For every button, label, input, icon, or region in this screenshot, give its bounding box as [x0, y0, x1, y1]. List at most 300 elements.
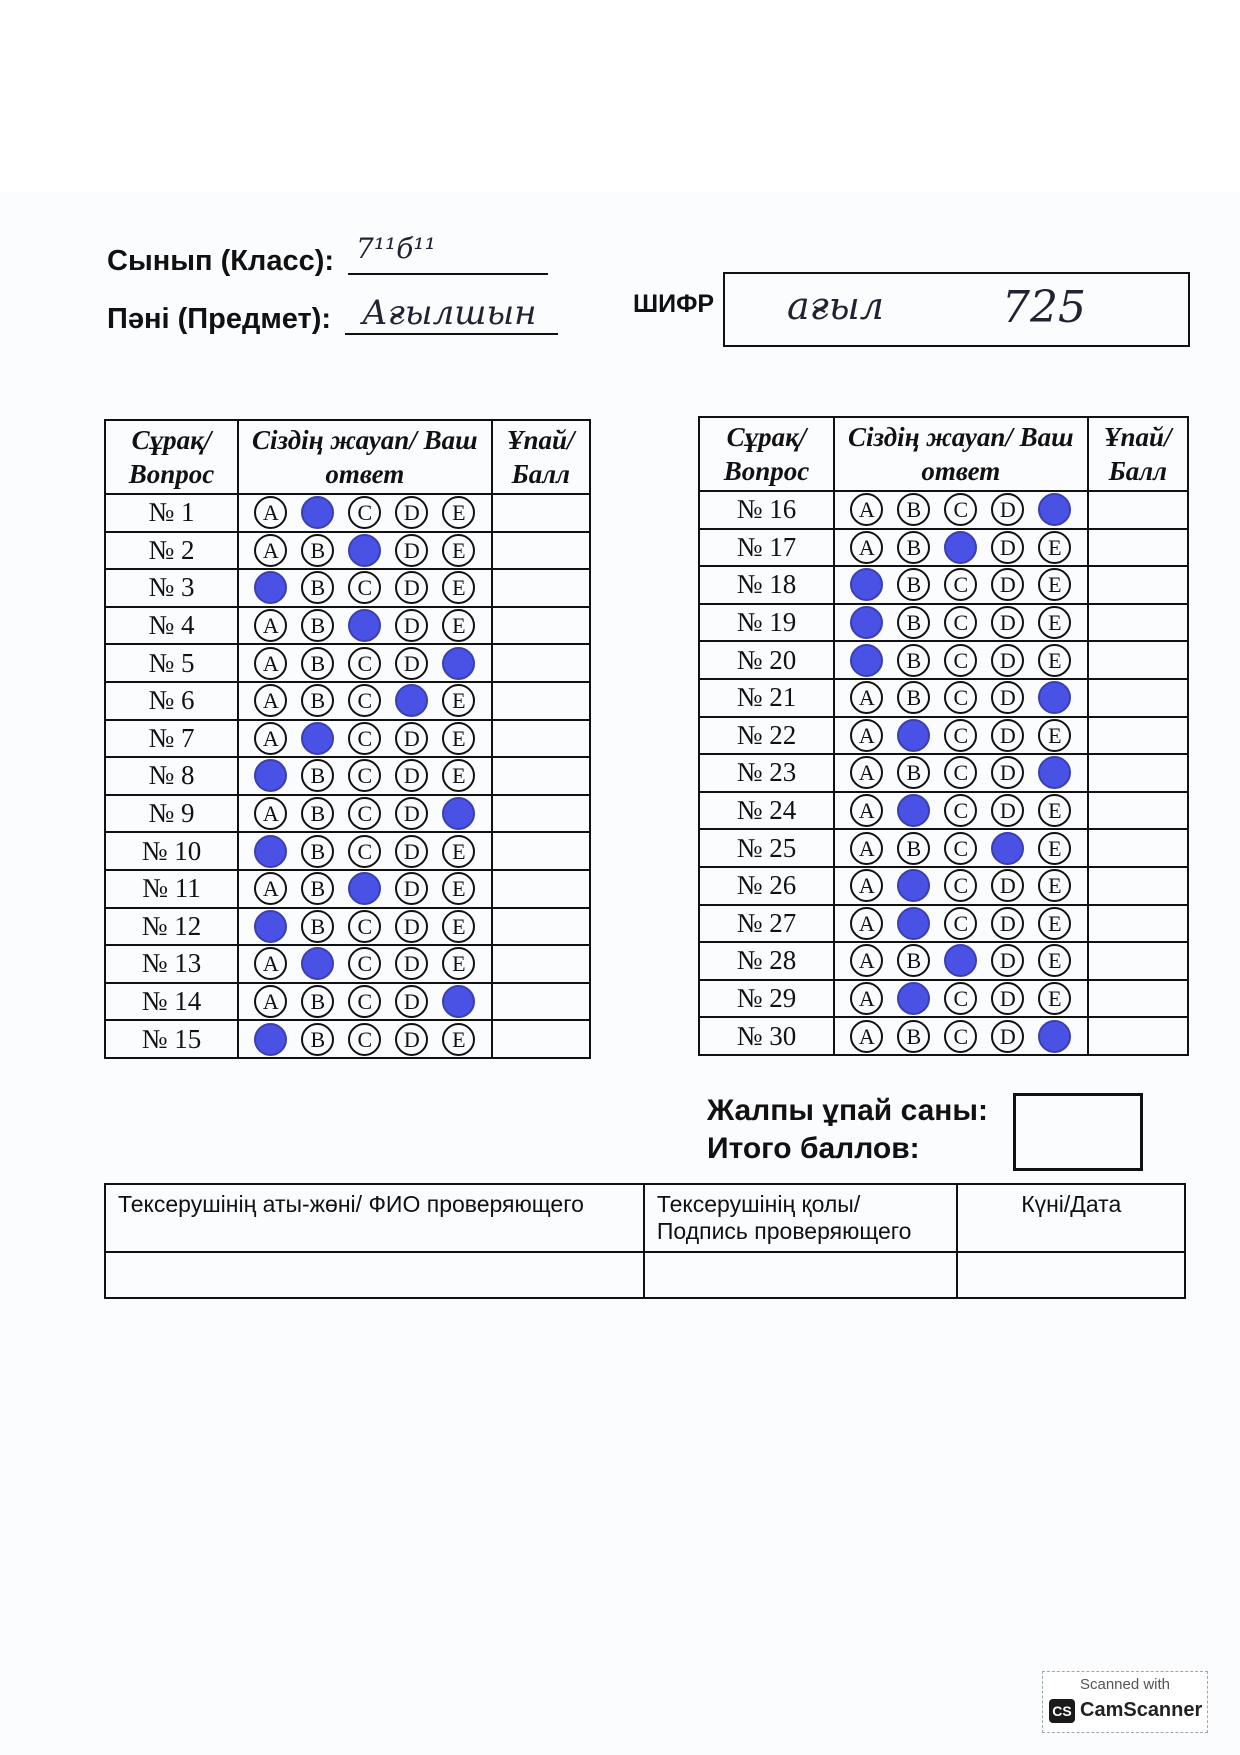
answer-row [105, 532, 590, 570]
question-number: № 5 [105, 644, 238, 682]
answer-row [699, 1017, 1188, 1055]
option-b-bubble[interactable]: B [301, 647, 334, 680]
answer-row [105, 644, 590, 682]
answer-options [238, 607, 492, 645]
score-cell[interactable] [1088, 942, 1188, 980]
option-a-bubble[interactable]: A [254, 496, 287, 529]
question-number: № 28 [699, 942, 834, 980]
score-cell[interactable] [1088, 529, 1188, 567]
score-cell[interactable] [1088, 867, 1188, 905]
option-b-bubble[interactable]: B [301, 985, 334, 1018]
option-a-bubble[interactable]: A [254, 797, 287, 830]
option-e-bubble[interactable]: E [442, 1023, 475, 1056]
answer-row [699, 679, 1188, 717]
score-cell[interactable] [1088, 829, 1188, 867]
option-c-bubble[interactable] [944, 531, 977, 564]
answer-options [238, 757, 492, 795]
option-e-bubble[interactable]: E [1038, 719, 1071, 752]
question-number: № 9 [105, 795, 238, 833]
question-number: № 26 [699, 867, 834, 905]
question-number: № 6 [105, 682, 238, 720]
option-c-bubble[interactable]: C [348, 647, 381, 680]
answer-row [699, 717, 1188, 755]
option-d-bubble[interactable]: D [395, 947, 428, 980]
option-e-bubble[interactable] [1038, 681, 1071, 714]
option-a-bubble[interactable] [850, 606, 883, 639]
col-question-header: Сұрақ/ Вопрос [699, 417, 834, 491]
option-c-bubble[interactable] [348, 534, 381, 567]
answer-options [834, 679, 1088, 717]
option-c-bubble[interactable]: C [944, 982, 977, 1015]
score-cell[interactable] [1088, 754, 1188, 792]
score-cell[interactable] [492, 945, 590, 983]
answer-options [238, 1020, 492, 1058]
checker-signature-cell[interactable] [644, 1252, 958, 1298]
score-cell[interactable] [492, 832, 590, 870]
option-b-bubble[interactable]: B [301, 835, 334, 868]
option-c-bubble[interactable]: C [348, 1023, 381, 1056]
option-c-bubble[interactable]: C [944, 1020, 977, 1053]
question-number: № 3 [105, 569, 238, 607]
option-c-bubble[interactable]: C [348, 571, 381, 604]
option-e-bubble[interactable]: E [442, 496, 475, 529]
score-cell[interactable] [492, 908, 590, 946]
option-e-bubble[interactable]: E [1038, 568, 1071, 601]
answer-row [105, 908, 590, 946]
score-cell[interactable] [492, 757, 590, 795]
question-number: № 7 [105, 720, 238, 758]
shifr-code: 725 [1002, 282, 1086, 333]
option-b-bubble[interactable] [301, 722, 334, 755]
option-e-bubble[interactable]: E [442, 571, 475, 604]
answer-options [834, 1017, 1088, 1055]
option-c-bubble[interactable]: C [348, 985, 381, 1018]
option-a-bubble[interactable]: A [850, 1020, 883, 1053]
option-a-bubble[interactable]: A [254, 947, 287, 980]
option-a-bubble[interactable]: A [254, 647, 287, 680]
answer-options [238, 870, 492, 908]
option-a-bubble[interactable]: A [850, 982, 883, 1015]
option-e-bubble[interactable]: E [442, 759, 475, 792]
class-label: Сынып (Класс): [107, 245, 335, 277]
answer-row [105, 1020, 590, 1058]
option-b-bubble[interactable] [897, 907, 930, 940]
option-a-bubble[interactable]: A [850, 832, 883, 865]
option-a-bubble[interactable]: A [850, 869, 883, 902]
option-c-bubble[interactable]: C [944, 644, 977, 677]
score-cell[interactable] [492, 644, 590, 682]
col-score-header: Ұпай/ Балл [492, 420, 590, 494]
score-cell[interactable] [492, 569, 590, 607]
answer-options [238, 569, 492, 607]
option-d-bubble[interactable]: D [991, 756, 1024, 789]
option-b-bubble[interactable] [897, 719, 930, 752]
option-b-bubble[interactable] [897, 794, 930, 827]
score-cell[interactable] [1088, 905, 1188, 943]
answer-row [105, 945, 590, 983]
score-cell[interactable] [1088, 1017, 1188, 1055]
answer-options [238, 945, 492, 983]
option-c-bubble[interactable]: C [348, 910, 381, 943]
score-cell[interactable] [1088, 491, 1188, 529]
option-e-bubble[interactable]: E [442, 722, 475, 755]
score-cell[interactable] [492, 1020, 590, 1058]
option-c-bubble[interactable]: C [944, 907, 977, 940]
option-b-bubble[interactable]: B [301, 872, 334, 905]
option-b-bubble[interactable]: B [301, 534, 334, 567]
camscanner-logo-icon: CS [1049, 1699, 1075, 1723]
answer-row [699, 867, 1188, 905]
option-a-bubble[interactable]: A [850, 756, 883, 789]
option-d-bubble[interactable]: D [395, 1023, 428, 1056]
option-a-bubble[interactable]: A [850, 944, 883, 977]
question-number: № 20 [699, 641, 834, 679]
answer-options [834, 566, 1088, 604]
score-cell[interactable] [492, 983, 590, 1021]
col-answer-header: Сіздің жауап/ Ваш ответ [834, 417, 1088, 491]
option-b-bubble[interactable]: B [897, 531, 930, 564]
option-a-bubble[interactable]: A [254, 609, 287, 642]
option-d-bubble[interactable]: D [395, 496, 428, 529]
score-cell[interactable] [492, 494, 590, 532]
answer-options [238, 532, 492, 570]
answer-row [105, 607, 590, 645]
option-b-bubble[interactable]: B [897, 644, 930, 677]
option-b-bubble[interactable]: B [301, 910, 334, 943]
option-e-bubble[interactable]: E [442, 835, 475, 868]
answer-options [834, 717, 1088, 755]
answer-options [834, 980, 1088, 1018]
answer-options [834, 754, 1088, 792]
option-d-bubble[interactable]: D [395, 835, 428, 868]
signature-table [104, 1183, 1186, 1299]
option-a-bubble[interactable]: A [850, 907, 883, 940]
answer-row [699, 829, 1188, 867]
option-a-bubble[interactable] [850, 568, 883, 601]
answer-row [105, 795, 590, 833]
option-a-bubble[interactable]: A [850, 493, 883, 526]
question-number: № 2 [105, 532, 238, 570]
option-c-bubble[interactable]: C [944, 681, 977, 714]
total-score-box[interactable] [1013, 1093, 1143, 1171]
option-a-bubble[interactable]: A [850, 794, 883, 827]
answer-options [834, 792, 1088, 830]
option-c-bubble[interactable]: C [944, 832, 977, 865]
option-c-bubble[interactable] [348, 872, 381, 905]
option-a-bubble[interactable] [850, 644, 883, 677]
question-number: № 14 [105, 983, 238, 1021]
answer-row [105, 569, 590, 607]
option-c-bubble[interactable] [944, 944, 977, 977]
option-d-bubble[interactable]: D [991, 681, 1024, 714]
shifr-label: ШИФР [633, 290, 715, 318]
question-number: № 29 [699, 980, 834, 1018]
answer-table-right [698, 416, 1189, 1056]
option-a-bubble[interactable]: A [850, 531, 883, 564]
option-e-bubble[interactable]: E [1038, 794, 1071, 827]
option-b-bubble[interactable]: B [301, 759, 334, 792]
option-a-bubble[interactable] [254, 910, 287, 943]
question-number: № 25 [699, 829, 834, 867]
score-cell[interactable] [1088, 679, 1188, 717]
option-d-bubble[interactable]: D [395, 609, 428, 642]
option-d-bubble[interactable] [395, 684, 428, 717]
option-d-bubble[interactable]: D [991, 568, 1024, 601]
answer-options [834, 867, 1088, 905]
option-d-bubble[interactable]: D [991, 944, 1024, 977]
option-d-bubble[interactable]: D [991, 982, 1024, 1015]
answer-row [699, 792, 1188, 830]
answer-options [238, 795, 492, 833]
question-number: № 4 [105, 607, 238, 645]
question-number: № 17 [699, 529, 834, 567]
option-d-bubble[interactable]: D [991, 606, 1024, 639]
option-b-bubble[interactable]: B [897, 568, 930, 601]
option-e-bubble[interactable]: E [442, 609, 475, 642]
option-b-bubble[interactable]: B [301, 797, 334, 830]
option-e-bubble[interactable]: E [442, 684, 475, 717]
option-c-bubble[interactable]: C [944, 794, 977, 827]
option-e-bubble[interactable]: E [1038, 606, 1071, 639]
question-number: № 15 [105, 1020, 238, 1058]
score-cell[interactable] [1088, 792, 1188, 830]
option-c-bubble[interactable]: C [944, 869, 977, 902]
option-b-bubble[interactable] [301, 496, 334, 529]
answer-row [699, 566, 1188, 604]
option-a-bubble[interactable]: A [254, 534, 287, 567]
answer-row [699, 491, 1188, 529]
subject-value: Ағылшын [362, 293, 537, 333]
answer-options [834, 641, 1088, 679]
option-b-bubble[interactable]: B [301, 684, 334, 717]
subject-label: Пәні (Предмет): [107, 303, 332, 335]
option-a-bubble[interactable]: A [254, 872, 287, 905]
option-c-bubble[interactable]: C [348, 684, 381, 717]
question-number: № 27 [699, 905, 834, 943]
score-cell[interactable] [1088, 566, 1188, 604]
question-number: № 10 [105, 832, 238, 870]
answer-row [105, 720, 590, 758]
score-cell[interactable] [492, 682, 590, 720]
answer-row [699, 529, 1188, 567]
option-d-bubble[interactable]: D [395, 722, 428, 755]
option-d-bubble[interactable]: D [991, 719, 1024, 752]
option-c-bubble[interactable] [348, 609, 381, 642]
answer-row [105, 757, 590, 795]
option-a-bubble[interactable] [254, 835, 287, 868]
question-number: № 23 [699, 754, 834, 792]
question-number: № 22 [699, 717, 834, 755]
question-number: № 13 [105, 945, 238, 983]
option-b-bubble[interactable]: B [897, 493, 930, 526]
option-a-bubble[interactable]: A [850, 719, 883, 752]
score-cell[interactable] [1088, 641, 1188, 679]
option-a-bubble[interactable] [254, 759, 287, 792]
answer-options [238, 720, 492, 758]
option-e-bubble[interactable]: E [442, 534, 475, 567]
option-e-bubble[interactable] [442, 647, 475, 680]
question-number: № 8 [105, 757, 238, 795]
option-a-bubble[interactable]: A [850, 681, 883, 714]
option-c-bubble[interactable]: C [944, 719, 977, 752]
option-b-bubble[interactable]: B [301, 609, 334, 642]
option-c-bubble[interactable]: C [348, 947, 381, 980]
option-e-bubble[interactable] [442, 985, 475, 1018]
option-d-bubble[interactable]: D [991, 794, 1024, 827]
answer-options [238, 983, 492, 1021]
score-cell[interactable] [492, 532, 590, 570]
camscanner-watermark [1042, 1671, 1208, 1733]
answer-options [834, 491, 1088, 529]
option-d-bubble[interactable]: D [395, 985, 428, 1018]
option-b-bubble[interactable]: B [897, 944, 930, 977]
option-d-bubble[interactable]: D [395, 872, 428, 905]
shifr-text: ағыл [787, 284, 885, 328]
option-e-bubble[interactable]: E [442, 910, 475, 943]
question-number: № 12 [105, 908, 238, 946]
score-cell[interactable] [1088, 980, 1188, 1018]
option-d-bubble[interactable]: D [991, 531, 1024, 564]
option-d-bubble[interactable]: D [991, 1020, 1024, 1053]
option-e-bubble[interactable]: E [1038, 644, 1071, 677]
answer-options [834, 905, 1088, 943]
option-e-bubble[interactable]: E [442, 872, 475, 905]
option-e-bubble[interactable]: E [1038, 982, 1071, 1015]
option-c-bubble[interactable]: C [348, 797, 381, 830]
col-question-header: Сұрақ/ Вопрос [105, 420, 238, 494]
answer-row [699, 905, 1188, 943]
option-d-bubble[interactable]: D [991, 907, 1024, 940]
answer-row [105, 870, 590, 908]
checker-name-header: Тексерушінің аты-жөні/ ФИО проверяющего [105, 1184, 644, 1252]
score-cell[interactable] [492, 607, 590, 645]
option-a-bubble[interactable] [254, 571, 287, 604]
option-a-bubble[interactable]: A [254, 684, 287, 717]
answer-row [699, 980, 1188, 1018]
date-header: Күні/Дата [957, 1184, 1185, 1252]
question-number: № 24 [699, 792, 834, 830]
col-score-header: Ұпай/ Балл [1088, 417, 1188, 491]
option-b-bubble[interactable]: B [897, 1020, 930, 1053]
answer-options [834, 829, 1088, 867]
option-e-bubble[interactable] [442, 797, 475, 830]
question-number: № 21 [699, 679, 834, 717]
score-cell[interactable] [1088, 604, 1188, 642]
score-cell[interactable] [492, 795, 590, 833]
option-d-bubble[interactable] [991, 832, 1024, 865]
score-cell[interactable] [1088, 717, 1188, 755]
answer-options [238, 832, 492, 870]
date-cell[interactable] [957, 1252, 1185, 1298]
option-d-bubble[interactable]: D [395, 647, 428, 680]
option-e-bubble[interactable] [1038, 1020, 1071, 1053]
total-label-ru: Итого баллов: [707, 1132, 920, 1165]
question-number: № 19 [699, 604, 834, 642]
answer-row [105, 983, 590, 1021]
col-answer-header: Сіздің жауап/ Ваш ответ [238, 420, 492, 494]
answer-options [834, 604, 1088, 642]
answer-table-left [104, 419, 591, 1059]
option-b-bubble[interactable]: B [897, 606, 930, 639]
option-d-bubble[interactable]: D [395, 910, 428, 943]
option-e-bubble[interactable]: E [1038, 944, 1071, 977]
answer-options [834, 529, 1088, 567]
option-a-bubble[interactable]: A [254, 985, 287, 1018]
option-c-bubble[interactable]: C [944, 606, 977, 639]
answer-row [105, 682, 590, 720]
option-e-bubble[interactable]: E [442, 947, 475, 980]
option-b-bubble[interactable]: B [897, 832, 930, 865]
option-b-bubble[interactable]: B [897, 756, 930, 789]
option-e-bubble[interactable]: E [1038, 832, 1071, 865]
option-c-bubble[interactable]: C [348, 496, 381, 529]
option-c-bubble[interactable]: C [348, 759, 381, 792]
answer-row [105, 494, 590, 532]
option-c-bubble[interactable]: C [348, 835, 381, 868]
option-e-bubble[interactable]: E [1038, 869, 1071, 902]
option-b-bubble[interactable] [897, 869, 930, 902]
option-d-bubble[interactable]: D [395, 797, 428, 830]
option-a-bubble[interactable]: A [254, 722, 287, 755]
score-cell[interactable] [492, 870, 590, 908]
camscanner-name: CamScanner [1080, 1699, 1203, 1721]
option-d-bubble[interactable]: D [991, 869, 1024, 902]
option-d-bubble[interactable]: D [395, 759, 428, 792]
option-c-bubble[interactable]: C [944, 493, 977, 526]
option-b-bubble[interactable]: B [301, 1023, 334, 1056]
total-label-kz: Жалпы ұпай саны: [707, 1094, 989, 1127]
option-d-bubble[interactable]: D [991, 644, 1024, 677]
option-e-bubble[interactable] [1038, 756, 1071, 789]
option-c-bubble[interactable]: C [348, 722, 381, 755]
option-a-bubble[interactable] [254, 1023, 287, 1056]
answer-options [238, 682, 492, 720]
option-c-bubble[interactable]: C [944, 756, 977, 789]
answer-row [105, 832, 590, 870]
checker-name-cell[interactable] [105, 1252, 644, 1298]
option-e-bubble[interactable]: E [1038, 907, 1071, 940]
answer-row [699, 641, 1188, 679]
option-d-bubble[interactable]: D [395, 571, 428, 604]
option-b-bubble[interactable] [301, 947, 334, 980]
answer-options [238, 908, 492, 946]
score-cell[interactable] [492, 720, 590, 758]
answer-options [238, 494, 492, 532]
option-b-bubble[interactable] [897, 982, 930, 1015]
class-value: 7¹¹б¹¹ [356, 232, 436, 265]
shifr-box [723, 272, 1190, 347]
question-number: № 16 [699, 491, 834, 529]
question-number: № 11 [105, 870, 238, 908]
option-b-bubble[interactable]: B [301, 571, 334, 604]
question-number: № 30 [699, 1017, 834, 1055]
answer-options [238, 644, 492, 682]
question-number: № 18 [699, 566, 834, 604]
answer-row [699, 942, 1188, 980]
scanned-with-text: Scanned with [1079, 1676, 1171, 1693]
answer-row [699, 604, 1188, 642]
answer-row [699, 754, 1188, 792]
question-number: № 1 [105, 494, 238, 532]
option-c-bubble[interactable]: C [944, 568, 977, 601]
option-d-bubble[interactable]: D [991, 493, 1024, 526]
option-d-bubble[interactable]: D [395, 534, 428, 567]
option-b-bubble[interactable]: B [897, 681, 930, 714]
checker-signature-header: Тексерушінің қолы/ Подпись проверяющего [644, 1184, 958, 1252]
option-e-bubble[interactable] [1038, 493, 1071, 526]
answer-options [834, 942, 1088, 980]
option-e-bubble[interactable]: E [1038, 531, 1071, 564]
